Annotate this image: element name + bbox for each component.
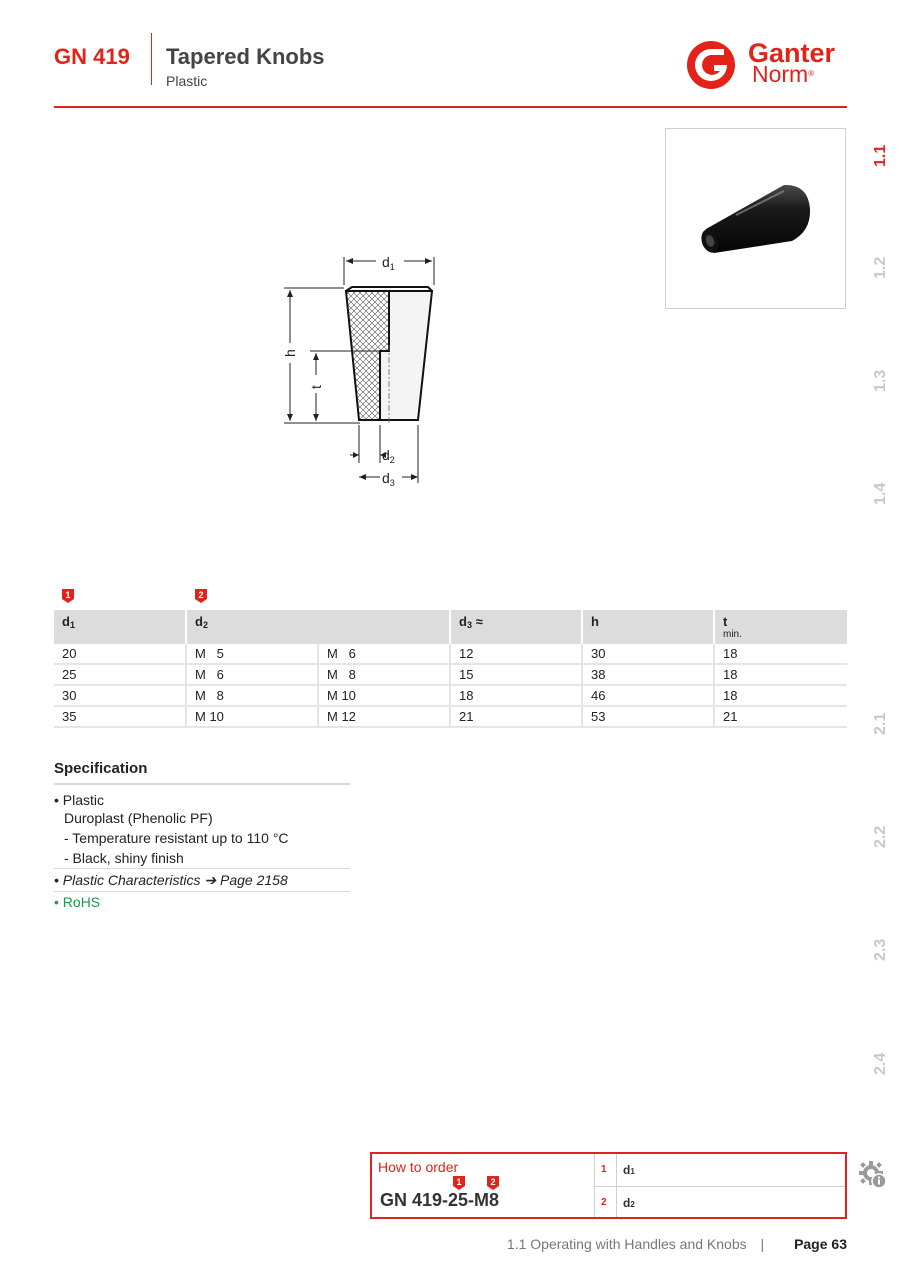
cell-d3: 12: [450, 644, 582, 664]
cell-d1: 35: [54, 706, 186, 727]
side-tab-2-1[interactable]: 2.1: [872, 712, 889, 735]
gear-info-icon[interactable]: [858, 1160, 888, 1190]
table-row: [54, 644, 847, 664]
cell-h: 46: [582, 685, 714, 706]
plastic-characteristics-link[interactable]: • Plastic Characteristics ➔ Page 2158: [54, 872, 288, 888]
cell-d2b: M 12: [318, 706, 450, 727]
ganter-logo-icon: [686, 40, 736, 90]
cell-h: 38: [582, 664, 714, 685]
how-to-order-box: [370, 1152, 847, 1219]
side-tab-2-4[interactable]: 2.4: [872, 1052, 889, 1075]
header-d1: $d_1$: [54, 610, 186, 644]
header-divider: [151, 33, 152, 85]
marker-2-icon: [194, 588, 208, 604]
svg-text:d2: $d_2$: [382, 447, 395, 465]
page-title: Tapered Knobs: [166, 44, 325, 69]
header-rule: [54, 106, 847, 108]
cell-d2b: M 10: [318, 685, 450, 706]
spec-line-4: - Black, shiny finish: [64, 850, 184, 866]
cell-d2b: M 8: [318, 664, 450, 685]
rohs-label: • RoHS: [54, 894, 101, 910]
cell-d2a: M 8: [186, 685, 318, 706]
svg-text:2: 2: [198, 590, 204, 600]
header-h: h: [582, 610, 714, 644]
svg-text:2: 2: [490, 1177, 496, 1187]
order-row-label: d1: [623, 1163, 635, 1177]
cell-t: 18: [714, 685, 847, 706]
side-tab-1-2[interactable]: 1.2: [872, 256, 889, 279]
order-row-num: 1: [601, 1164, 607, 1175]
cell-d3: 18: [450, 685, 582, 706]
spec-separator: [54, 868, 350, 869]
cell-d1: 20: [54, 644, 186, 664]
spec-line-3: - Temperature resistant up to 110 °C: [64, 830, 289, 846]
table-row: [54, 706, 847, 727]
order-marker-2-icon: [486, 1175, 500, 1191]
knob-image: [666, 129, 845, 308]
order-row-num: 2: [601, 1197, 607, 1208]
table-header-row: [54, 610, 847, 644]
page-subtitle: Plastic: [166, 73, 208, 89]
svg-text:1: 1: [65, 590, 71, 600]
footer: [507, 1236, 847, 1252]
cell-t: 21: [714, 706, 847, 727]
svg-text:d1: $d_1$: [382, 254, 395, 272]
order-marker-1-icon: [452, 1175, 466, 1191]
cell-h: 53: [582, 706, 714, 727]
footer-section: 1.1 Operating with Handles and Knobs: [506, 1236, 747, 1252]
header-d2: $d_2$: [186, 610, 450, 644]
side-tab-2-2[interactable]: 2.2: [872, 825, 889, 848]
cell-h: 30: [582, 644, 714, 664]
cell-d2a: M 10: [186, 706, 318, 727]
cell-d3: 21: [450, 706, 582, 727]
side-tab-1-1[interactable]: 1.1: [872, 144, 889, 167]
spec-title: Specification: [54, 760, 148, 777]
svg-text:d3: $d_3$: [382, 470, 395, 488]
dimension-table: [54, 610, 847, 728]
product-photo: [665, 128, 846, 309]
order-row-label: d2: [623, 1196, 635, 1210]
table-row: [54, 664, 847, 685]
technical-drawing: [270, 245, 450, 495]
spec-line-2: Duroplast (Phenolic PF): [64, 810, 213, 826]
order-code: GN 419-25-M8: [380, 1190, 500, 1210]
cell-t: 18: [714, 664, 847, 685]
cell-d2a: M 5: [186, 644, 318, 664]
cell-t: 18: [714, 644, 847, 664]
spec-line-1: • Plastic: [54, 792, 105, 808]
marker-1-icon: [61, 588, 75, 604]
header-t: t min.: [714, 610, 847, 644]
brand-name: Ganter: [748, 38, 836, 68]
footer-divider: |: [760, 1236, 765, 1252]
cell-d2b: M 6: [318, 644, 450, 664]
brand-name-2: Norm®: [752, 61, 815, 87]
spec-rule: [54, 783, 350, 785]
order-title: How to order: [378, 1159, 459, 1175]
svg-text:h: h: [282, 349, 298, 357]
cell-d1: 30: [54, 685, 186, 706]
table-row: [54, 685, 847, 706]
side-tab-2-3[interactable]: 2.3: [872, 938, 889, 961]
order-row-divider: [594, 1186, 845, 1187]
cell-d1: 25: [54, 664, 186, 685]
side-tab-1-3[interactable]: 1.3: [872, 369, 889, 392]
svg-text:1: 1: [456, 1177, 462, 1187]
cell-d2a: M 6: [186, 664, 318, 685]
product-code: GN 419: [54, 44, 130, 69]
header-d3: $d_3$ ≈: [450, 610, 582, 644]
cell-d3: 15: [450, 664, 582, 685]
page-number: Page 63: [794, 1236, 847, 1252]
side-tab-1-4[interactable]: 1.4: [872, 482, 889, 505]
svg-text:t: t: [308, 385, 324, 389]
